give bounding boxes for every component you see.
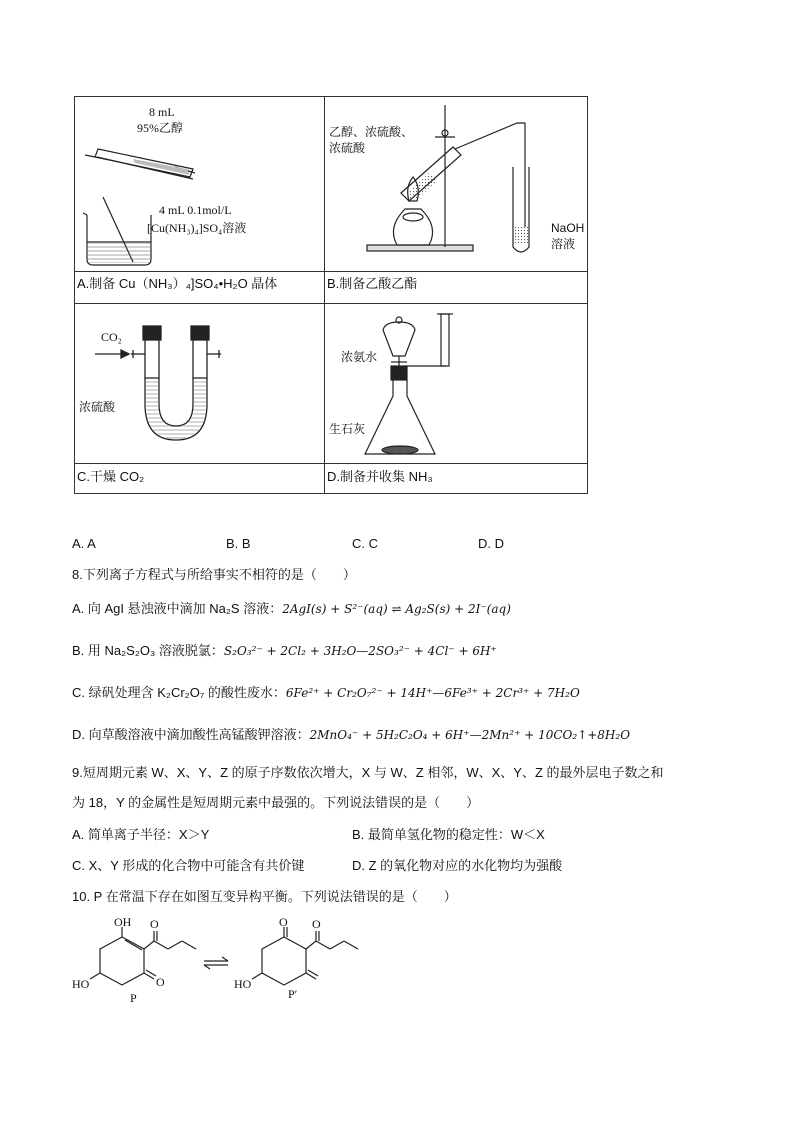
caption-c: C.干燥 CO₂ [77,469,145,484]
table-divider [75,463,587,464]
caption-b: B.制备乙酸乙酯 [327,276,418,291]
apparatus-table [74,96,588,494]
label-co2: CO₂ [101,330,122,344]
q8-option-b-equation: S₂O₃²⁻ + 2Cl₂ + 3H₂O—2SO₃²⁻ + 4Cl⁻ + 6H⁺ [223,644,497,658]
q8-option-a-equation: 2AgI(s) + S²⁻(aq) ⇌ Ag₂S(s) + 2I⁻(aq) [282,602,511,616]
q8-option-c-equation: 6Fe²⁺ + Cr₂O₇²⁻ + 14H⁺—6Fe³⁺ + 2Cr³⁺ + 7H₂O [285,686,580,700]
diagram-c [75,304,324,463]
q7-option-c: C. C [352,536,378,551]
label-o: O [279,915,288,929]
q7-option-a: A. A [72,536,96,551]
q8-option-c [72,684,580,703]
label-p-prime: P′ [288,987,298,1001]
diagram-b [325,97,589,271]
q8-option-b [72,642,497,661]
table-divider [75,271,587,272]
q7-option-d: D. D [478,536,504,551]
label-reagents: 乙醇、浓硫酸、 [329,125,414,139]
q8-option-d [72,726,630,745]
diagram-a [75,97,324,271]
q8-option-a-prefix: A. 向 AgI 悬浊液中滴加 Na₂S 溶液： [72,601,283,616]
label-ho: HO [234,977,252,991]
q8-option-b-prefix: B. 用 Na₂S₂O₃ 溶液脱氯： [72,643,224,658]
label-solution: 溶液 [551,237,576,251]
label-conc-sulfuric: 浓硫酸 [79,400,116,414]
tautomer-structures [72,915,372,1005]
q9-stem-line2: 为 18，Y 的金属性是短周期元素中最强的。下列说法错误的是（ ） [72,795,480,810]
q9-option-d: D. Z 的氧化物对应的水化物均为强酸 [352,858,563,873]
label-ethanol: 95%乙醇 [137,121,183,135]
q9-option-a: A. 简单离子半径：X＞Y [72,827,210,842]
label-sulfuric-acid: 浓硫酸 [329,141,366,155]
q8-option-d-prefix: D. 向草酸溶液中滴加酸性高锰酸钾溶液： [72,727,310,742]
label-naoh: NaOH [551,221,585,235]
label-o: O [312,917,321,931]
caption-d: D.制备并收集 NH₃ [327,469,433,484]
label-oh: OH [114,915,132,929]
flask-funnel-illustration [325,304,589,463]
label-o: O [156,975,165,989]
q10-stem: 10. P 在常温下存在如图互变异构平衡。下列说法错误的是（ ） [72,889,457,904]
distillation-apparatus-illustration [325,97,589,271]
beaker-pouring-illustration [75,97,324,271]
q9-option-c: C. X、Y 形成的化合物中可能含有共价键 [72,858,305,873]
q8-stem: 8.下列离子方程式与所给事实不相符的是（ ） [72,567,356,582]
q9-option-b: B. 最简单氢化物的稳定性：W＜X [352,827,545,842]
label-ho: HO [72,977,90,991]
diagram-d [325,304,589,463]
label-quicklime: 生石灰 [329,422,366,436]
label-complex: [Cu(NH₃)₄]SO₄溶液 [147,221,247,235]
label-o: O [150,917,159,931]
label-p: P [130,991,137,1005]
q9-stem-line1: 9.短周期元素 W、X、Y、Z 的原子序数依次增大，X 与 W、Z 相邻，W、X、Y、Z 的最外层电子数之和 [72,765,664,780]
label-volume: 8 mL [149,105,175,119]
caption-a: A.制备 Cu（NH₃）₄]SO₄•H₂O 晶体 [77,276,278,291]
q8-option-d-equation: 2MnO₄⁻ + 5H₂C₂O₄ + 6H⁺—2Mn²⁺ + 10CO₂↑+8H₂O [309,728,631,742]
q8-option-a [72,600,511,619]
q8-option-c-prefix: C. 绿矾处理含 K₂Cr₂O₇ 的酸性废水： [72,685,286,700]
label-conc-ammonia: 浓氨水 [341,350,378,364]
label-solution-volume: 4 mL 0.1mol/L [159,203,232,217]
q7-option-b: B. B [226,536,251,551]
u-tube-illustration [75,304,324,463]
